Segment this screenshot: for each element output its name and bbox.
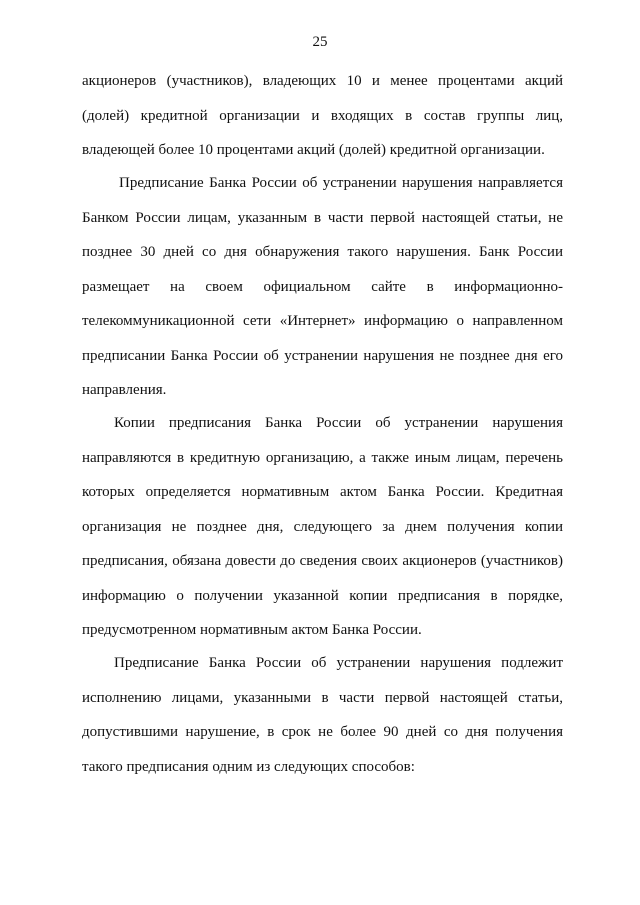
paragraph-4-line-1: Предписание Банка России об устранении нарушения подлежит bbox=[114, 655, 563, 671]
paragraph-3-line-4: организация не позднее дня, следующего за днем получения копии bbox=[82, 518, 563, 535]
paragraph-2-line-6: предписании Банка России об устранении нарушения не позднее дня его bbox=[82, 347, 563, 364]
paragraph-3-line-2: направляются в кредитную организацию, а также иным лицам, перечень bbox=[82, 449, 563, 466]
paragraph-2 bbox=[82, 166, 563, 408]
paragraph-2-line-2: Банком России лицам, указанным в части первой настоящей статьи, не bbox=[82, 209, 563, 226]
paragraph-1 bbox=[82, 64, 563, 168]
paragraph-1-line-1: акционеров (участников), владеющих 10 и менее процентами акций bbox=[82, 73, 563, 89]
paragraph-3-line-1: Копии предписания Банка России об устранении нарушения bbox=[114, 415, 563, 431]
paragraph-3-line-7: предусмотренном нормативным актом Банка России. bbox=[82, 622, 422, 638]
paragraph-4-line-3: допустившими нарушение, в срок не более 90 дней со дня получения bbox=[82, 724, 563, 740]
paragraph-1-line-2: (долей) кредитной организации и входящих в состав группы лиц, bbox=[82, 107, 563, 124]
paragraph-3-line-3: которых определяется нормативным актом Банка России. Кредитная bbox=[82, 484, 563, 500]
paragraph-4 bbox=[82, 646, 563, 784]
paragraph-2-line-3: позднее 30 дней со дня обнаружения такого нарушения. Банк России bbox=[82, 244, 563, 260]
paragraph-2-line-4: размещает на своем официальном сайте в информационно- bbox=[82, 278, 563, 295]
paragraph-2-line-1: Предписание Банка России об устранении нарушения направляется bbox=[119, 175, 563, 191]
paragraph-1-line-3: владеющей более 10 процентами акций (долей) кредитной организации. bbox=[82, 142, 545, 158]
page-number: 25 bbox=[312, 34, 328, 50]
paragraph-2-line-7: направления. bbox=[82, 382, 167, 398]
paragraph-4-line-4: такого предписания одним из следующих способов: bbox=[82, 758, 415, 775]
paragraph-3-line-6: информацию о получении указанной копии предписания в порядке, bbox=[82, 587, 563, 604]
paragraph-4-line-2: исполнению лицами, указанными в части первой настоящей статьи, bbox=[82, 689, 563, 706]
paragraph-2-line-5: телекоммуникационной сети «Интернет» информацию о направленном bbox=[82, 313, 563, 329]
paragraph-3 bbox=[82, 406, 563, 648]
paragraph-3-line-5: предписания, обязана довести до сведения своих акционеров (участников) bbox=[82, 553, 563, 569]
